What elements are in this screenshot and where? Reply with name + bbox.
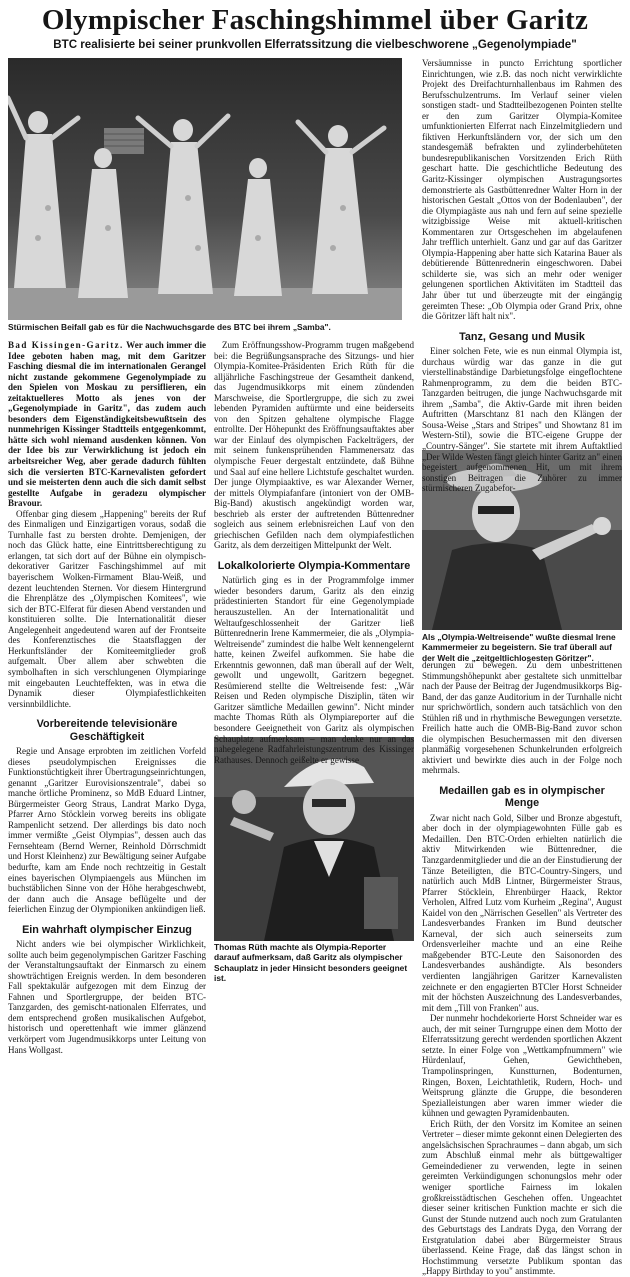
section-heading: Lokalkolorierte Olympia-Kommentare [217, 559, 411, 572]
paragraph: Nicht anders wie bei olympischer Wirklichkeit, sollte auch beim gegenolympischen Garitzer Fasching der Veranstaltungsauftakt der Einmarsch zu einem showträchtigen Ereignis werden. In dem besonderen Fall spektakulär aufgezogen mit dem Einzug der Fahnen und Sportlergruppe, der beiden BTC-Tanzgarden, des gemischt-nationalen Elferrates, und dem entsprechend großen musikalischen Aufgebot, historisch und operettenhaft wie immer glänzend verkörpert vom Jugendmusikkorps unter Leitung von Hans Wollgast. [8, 939, 206, 1055]
section-heading: Medaillen gab es in olympischer Menge [439, 785, 605, 810]
photo-samba-dancers [8, 58, 402, 320]
photo-reporter [214, 737, 414, 941]
paragraph: derungen zu bewegen. Zu dem unbestrittenen Stimmungshöhepunkt aber gestaltete sich unmittelbar nach der Pause der Beitrag der Jugendmusikkorps Big-Band, der das ganze Auditorium in der Turnhalle nicht nur sprichwörtlich, sondern auch tatsächlich von den Stühlen riß und in rhythmische Bewegungen versetzte. Freilich hatte auch die OMB-Big-Band zuvor schon die olympischen Besuchermassen mit den diversen planmäßig vorgesehenen Schunkelrunden erfolgreich aktiviert und bewirkte dies auch in der Folge noch mehrmals. [422, 660, 622, 776]
headline: Olympischer Faschingshimmel über Garitz [41, 4, 589, 36]
lead-paragraph [8, 340, 206, 509]
column-2 [214, 340, 414, 765]
lead-text: Wer auch immer die Idee geboten haben mag, mit dem Garitzer Fasching diesmal die im internationalen Gerangel nicht zustande gekommene Gegenolympiade zu den Spielen von Moskau zu persiflieren, ein zeitaktuelleres Motto als jenes von der „Gegenolympiade in Garitz", das zudem auch besonders dem Eigenständigkeitsbewußtsein des nunmehrigen Kissinger Stadtteils entgegenkommt, hätte sich wohl niemand ausdenken können. Von der Idee bis zur Verwirklichung ist jedoch ein arbeitsreicher Weg, aber gerade dadurch fühlten sich die versierten BTC-Karnevalisten gefordert und sie meisterten denn auch die sich damit selbst gestellte Aufgabe in geradezu olympischer Bravour. [8, 340, 206, 509]
section-heading: Ein wahrhaft olympischer Einzug [22, 923, 192, 936]
dateline: Bad Kissingen-Garitz. [8, 340, 124, 350]
section-heading: Tanz, Gesang und Musik [459, 330, 585, 343]
paragraph: Versäumnisse in puncto Errichtung sportlicher Einrichtungen, wie z.B. das noch nicht verwirklichte Projekt des Dreifachturnhallenbaus im Rahmen des Berufsschulzentrums. Im Verlauf seiner vielen sonstigen stadt- und Stadtteilbezogenen Pointen stellte er den zum Garitzer Olympia-Komitee umfunktionierten Elferrat nach Einzelmitgliedern und fiktiven Herkunftsländern vor, der sich um den standesgemäß befrakten und zylinderbehüteten bundesrepublikanischen Vorsitzenden Erich Rüth geschart hatte. Die geschichtliche Bedeutung des Garitz-Kissinger olympischen Austragungsortes demonstrierte als Gastbüttenredner Walter Horn in der historischen Gestalt „Ottos von der Bodenlauben", der die Olympiagäste aus nah und fern auf seine spezielle witzigbissige Weise mit aktuell-kritischen Kommentaren zur Ortsgeschehen im abgelaufenen Jahr trefflich unterhielt. Ganz und gar auf das Garitzer Olympia-Happening aber hatte sich Katarina Bauer als debütierende Büttenrednerin eingeschworen. Dabei schilderte sie, was sich an mehr oder weniger gelungenen sportlichen Aktivitäten im Stadtteil das Jahr über tut und überzeugte mit der eingängig gereimten These: „Ob Olympia oder Grand Prix, ohne die Göritzer läft halt nix". [422, 58, 622, 322]
paragraph: Erich Rüth, der den Vorsitz im Komitee an seinen Vertreter – dieser mimte gekonnt einen Delegierten des angelsächsischen Sprachraumes – dann abgab, um sich zum Abschluß einmal mehr als büttgewaltiger Gemeindediener zu verwenden, legte in seinen gereimten Verkündigungen schonungslos mehr oder weniger sportliche Fairness im lokalen großkreisstädtischen Geschehen offen. Ungeachtet dieser seiner kritischen Funktion machte er sich die Gunst der Stunde nutzend auch noch zum Gratulanten des Geburtstags des Landrats Dyga, den Vorrang der Erstgratulation dabei aber Bürgermeister Straus überlassend. Keine Frage, daß das längst schon in Hochstimmung versetzte Publikum spontan das „Happy Birthday to you" anstimmte. [422, 1118, 622, 1277]
paragraph: Regie und Ansage erprobten im zeitlichen Vorfeld dieses pseudolympischen Ereignisses die Funktionstüchtigkeit ihrer Übertragungseinrichtungen, genannt „Garitzer Eurovisionszentrale", dabei so manche örtliche Prominenz, so MdB Eduard Lintner, Bürgermeister Georg Straus, Landrat Marko Dyga, Pfarrer Arno Stöcklein vorweg bereits ins obligate Rampenlicht setzend. Der allerdings bis dato noch immer vermißte „Geist Olympias", dessen auch das Fernsehteam (Bernd Werner, Reinhold Dörrschmidt und Horst Kleinhenz) zur Bewältigung seiner Aufgabe bedurfte, kam am Ende noch rechtzeitig in Gestalt eines bayerischen Olympiaengels aus München im buchstäblichen Sinne von der Höhe herabgeschwebt, der dann auch die Ansage beflügelte und der feierlichen Einzug der Olympioniken ankündigen ließ. [8, 745, 206, 915]
caption-samba: Stürmischen Beifall gab es für die Nachwuchsgarde des BTC bei ihrem „Samba". [8, 322, 331, 332]
paragraph: Offenbar ging diesem „Happening" bereits der Ruf des Einmaligen und Einzigartigen voraus, sodaß die Turnhalle fast zu bersten drohte. Demjenigen, der noch das Glück hatte, eine Eintrittsberechtigung zu erlangen, tat sich dort auf der Bühne ein olympisch-dekorativer Garitzer Faschingshimmel auf mit bayerischem Wolken-Firmament Blau-Weiß, und dezent leuchtenden Sternen. Vor diesem Hintergrund die Ehrenplätze des „Olympischen Komitees", wie sich der BTC-Elferat für diesen Abend verstanden und konstituieren sollte. Die Internationalität dieser Angelegenheit angedeutend waren auf der Frontseite des Konferenztisches die Staatsflaggen der Herkunftsländer der Komiteemitglieder groß aufgemalt. Über allem aber schwebten die symbolhaften in sich verschlungenen Olympiaringe mit eingebauten Leuchteffekten, was in etwa die Dynamik dieser Olympiafestlichkeiten versinnbildlichte. [8, 508, 206, 709]
caption-world-traveler: Als „Olympia-Weltreisende" wußte diesmal Irene Kammermeier zu begeistern. Sie traf überall auf der Welt die „zeitgeltlichlosesten Göritzer". [422, 632, 616, 663]
paragraph: Natürlich ging es in der Programmfolge immer wieder besonders darum, Garitz als den einzig prädestinierten Standort für eine Gegenolympiade herauszustellen. An der Internationalität und Weltaufgeschlossenheit der Garitzer ließ Büttenrednerin Irene Kammermeier, die als „Olympia-Weltreisende" zumindest die halbe Welt kennengelernt hatte, keinen Zweifel aufkommen. Sie habe die Erkenntnis gewonnen, daß man überall auf der Welt, gewollt und ungewollt, Garitzern begegnet. Resümierend stellte die Weltreisende fest: „Wär Reisen und Reden olympische Disziplin, täten wir Garitzer sämtliche Medaillen gewinn". Nicht minder machte Thomas Rüth als Olympiareporter auf die besondere Geeignetheit von Garitz als olympischen Schauplatz aufmerksam – man denke nur an das nahegelegene Radfahrleistungszentrum des Kissinger Rathauses. Dennoch geißelte er gewisse [214, 575, 414, 765]
column-3-bottom [422, 660, 622, 1277]
column-3-top [422, 58, 622, 494]
section-heading: Vorbereitende televisionäre Geschäftigkeit [36, 718, 178, 743]
paragraph: Zum Eröffnungsshow-Programm trugen maßgebend bei: die Begrüßungsansprache des Sitzungs- und hier Olympia-Komitee-Präsidenten Erich Rüth für die alljährliche Faschingstreue der Gesamtheit dankend, das Jugendmusikkorps mit einem zündenden Marschweise, die Sportlergruppe, die sich zu zwei lebenden Pyramiden auftürmte und eine beiderseits von den Spitzen gehaltene olympische Flagge entrollte. Der Höhepunkt des Eröffnungsauftaktes aber war der Einlauf des olympischen Fackelträgers, der mit seinem funkensprühenden Flammenersatz das olympische Feuer dergestalt entzündete, daß Bühne und Saal auf eine hellere Lichtstufe geschaltet wurden. Der junge Olympiaaktive, es war Alexander Werner, der mittels Olympiafanfare (intoniert von der OMB-Big-Band) akustisch angekündigt worden war, beschrieb als erster der auftretenden Büttenredner sogleich aus seinem erlebnisreichen Lauf von den griechischen Gefilden nach dem olympiafestlichen Garitz, als dem derzeitigen Mittelpunkt der Welt. [214, 340, 414, 551]
reporter-image [214, 737, 414, 941]
column-1 [8, 340, 206, 1055]
subheadline: BTC realisierte bei seiner prunkvollen Elferratssitzung die vielbeschworene „Gegenolympiade" [53, 38, 577, 51]
caption-reporter: Thomas Rüth machte als Olympia-Reporter darauf aufmerksam, daß Garitz als olympischer Schauplatz in jeder Hinsicht besonders geeignet ist. [214, 942, 408, 984]
samba-dancers-image [8, 58, 402, 320]
paragraph: Zwar nicht nach Gold, Silber und Bronze abgestuft, aber doch in der olympiagewohnten Fülle gab es Medaillen. Den BTC-Orden erhielten natürlich die aktiv Mitwirkenden wie Büttenredner, die Tanzgardenmitglieder und die an der Einstudierung der Tänze Beteiligten, die BTC-Country-Singers, und natürlich auch MdB Lintner, Bürgermeister Straus, Pfarrer Stöcklein, Ehrenbürger Haack, Rektor Verholen, Alfred Lutz vom Kurheim „Regina", August Kaidel von den „Närrischen Gesellen" als Vertreter des Landesverbandes Franken im Bund deutscher Karneval, der sich auch seinerseits zum Ordensverleiher machte und an eine Reihe maßgebender BTC-Leute den Saisonorden des Landesverbandes aushändigte. Als besonders verdienten langjährigen Garitzer Karnevalisten zeichnete er den engagierten BTCler Horst Schneider mit der höchsten Auszeichnung des Landesverbandes, mit dem „Till von Franken" aus. [422, 812, 622, 1013]
paragraph: Einer solchen Fete, wie es nun einmal Olympia ist, durchaus würdig war das ganze in die gut vierstellinabständige Darbietungsfolge eingeflochtene Rahmenprogramm, zu dem die beiden BTC-Tanzgarden beitrugen, die junge Nachwuchsgarde mit ihrem „Samba", die Aktiv-Garde mit ihren beiden Auftritten (Marschtanz 81 nach den Klängen der Sousa-Weise „Stars and Stripes" und Showtanz 81 im Western-Stil), sowie die BTC-eigene Gruppe der „Country-Sänger". Sie startete mit ihrem Auftaktlied „Der Wilde Westen fängt gleich hinter Garitz an" einen begeistert aufgenommenen Hit, um mit ihrem sonstigen Beitragen die Zuhörer zu immer stürmischeren Zugabefor- [422, 346, 622, 494]
paragraph: Der nunmehr hochdekorierte Horst Schneider war es auch, der mit seiner Turngruppe einen dem Motto der Elferratssitzung gerecht werdenden sportlichen Akzent setzte. In einer Folge von „Wettkampfnummern" wie Hürdenlauf, Gehen, Gewichtheben, Trampolinspringen, Kunstturnen, Bodenturnen, Ringen, Boxen, Leichtathletik, Rudern, Hoch- und Weitsprung glänzte die Gruppe, die besonderen Spezialleistungen aber waren immer wieder die kühnen und gewagten Pyramidenbauten. [422, 1013, 622, 1119]
